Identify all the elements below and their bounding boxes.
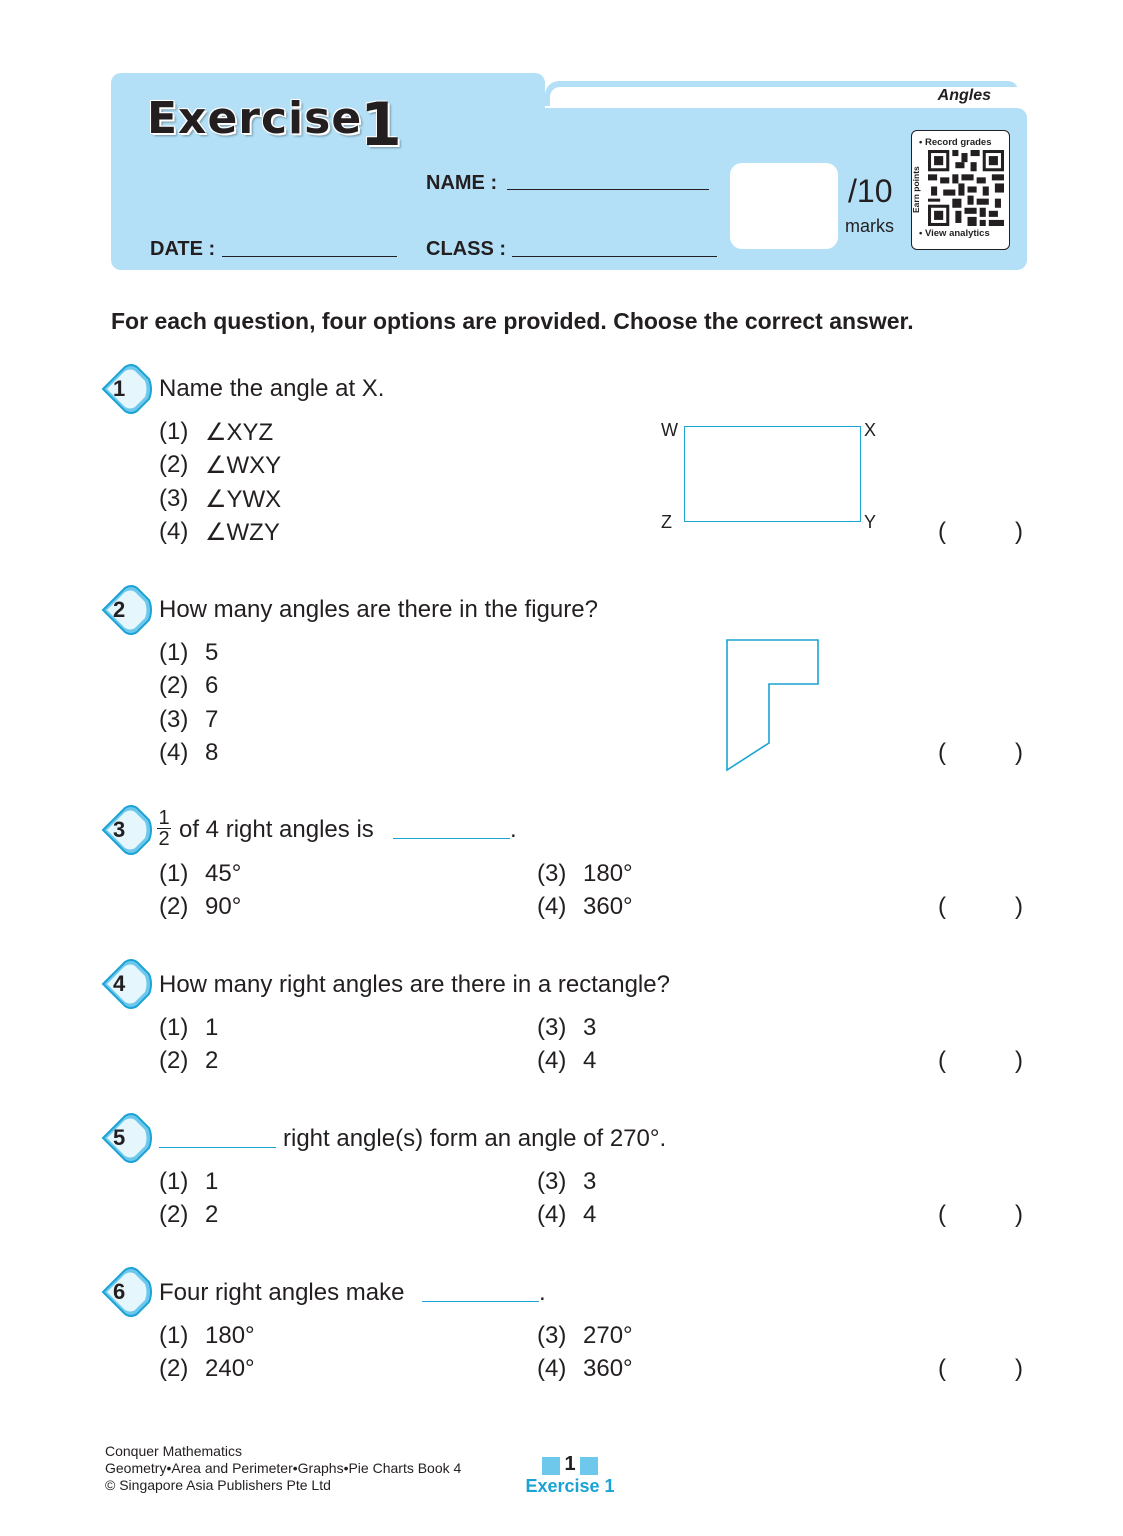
score-total: /10 xyxy=(848,173,893,209)
footer-copyright: © Singapore Asia Publishers Pte Ltd xyxy=(105,1477,331,1493)
option-label: (1) xyxy=(159,418,189,445)
qr-top-text: • Record grades xyxy=(919,137,992,148)
figure-label-x: X xyxy=(864,420,877,440)
answer-box-6[interactable] xyxy=(950,1355,1012,1383)
answer-open: ( xyxy=(938,1355,946,1382)
option-value[interactable]: 360° xyxy=(583,1355,633,1382)
answer-open: ( xyxy=(938,1047,946,1074)
figure-label-y: Y xyxy=(864,512,877,532)
page-number-text: 1 xyxy=(564,1453,576,1475)
answer-close: ) xyxy=(1015,1047,1023,1074)
footer-series: Conquer Mathematics xyxy=(105,1443,242,1459)
fraction-numerator: 1 xyxy=(158,807,170,829)
fill-in-blank[interactable] xyxy=(393,838,510,839)
question-number: 6 xyxy=(113,1279,126,1304)
topic-label: Angles xyxy=(937,87,991,104)
option-value[interactable]: ∠XYZ xyxy=(205,419,274,446)
option-value[interactable]: ∠WZY xyxy=(205,519,280,546)
page-square-right xyxy=(580,1457,598,1475)
answer-close: ) xyxy=(1015,1201,1023,1228)
question-text: of 4 right angles is xyxy=(179,816,374,843)
question-text: How many right angles are there in a rectangle? xyxy=(159,971,670,998)
option-label: (1) xyxy=(159,1014,189,1041)
instruction-text: For each question, four options are provided. Choose the correct answer. xyxy=(111,308,914,334)
question-text: Name the angle at X. xyxy=(159,375,385,402)
option-value[interactable]: 2 xyxy=(205,1047,219,1074)
question-number: 2 xyxy=(113,597,126,622)
answer-box-4[interactable] xyxy=(950,1047,1012,1075)
fill-in-blank[interactable] xyxy=(159,1147,276,1148)
question-text: Four right angles make xyxy=(159,1279,405,1306)
option-label: (4) xyxy=(537,1201,567,1228)
option-value[interactable]: 6 xyxy=(205,672,219,699)
qr-code-icon[interactable] xyxy=(926,150,1006,226)
answer-close: ) xyxy=(1015,1355,1023,1382)
option-label: (1) xyxy=(159,1168,189,1195)
answer-box-5[interactable] xyxy=(950,1201,1012,1229)
option-value[interactable]: 8 xyxy=(205,739,219,766)
option-value[interactable]: 360° xyxy=(583,893,633,920)
option-label: (2) xyxy=(159,672,189,699)
option-value[interactable]: 2 xyxy=(205,1201,219,1228)
marks-label: marks xyxy=(845,216,894,236)
page-exercise-label: Exercise 1 xyxy=(525,1476,615,1496)
option-value[interactable]: ∠WXY xyxy=(205,452,282,479)
option-value[interactable]: 1 xyxy=(205,1014,219,1041)
answer-open: ( xyxy=(938,1201,946,1228)
option-label: (4) xyxy=(537,1047,567,1074)
exercise-title xyxy=(147,93,362,144)
page-square-left xyxy=(542,1457,560,1475)
option-label: (3) xyxy=(159,706,189,733)
option-label: (4) xyxy=(159,518,189,545)
option-label: (3) xyxy=(537,1014,567,1041)
page-number xyxy=(527,1453,613,1476)
option-label: (2) xyxy=(159,1047,189,1074)
option-value[interactable]: ∠YWX xyxy=(205,486,282,513)
qr-bottom-text: • View analytics xyxy=(919,228,990,239)
question-number: 1 xyxy=(113,376,126,401)
option-value[interactable]: 4 xyxy=(583,1201,597,1228)
question-text: How many angles are there in the figure? xyxy=(159,596,598,623)
answer-close: ) xyxy=(1015,739,1023,766)
rectangle-figure xyxy=(684,426,861,522)
question-badge-1 xyxy=(97,361,155,417)
question-badge-4 xyxy=(97,956,155,1012)
fraction xyxy=(157,808,171,849)
option-value[interactable]: 45° xyxy=(205,860,242,887)
option-value[interactable]: 7 xyxy=(205,706,219,733)
option-label: (3) xyxy=(537,860,567,887)
question-badge-3 xyxy=(97,802,155,858)
option-value[interactable]: 270° xyxy=(583,1322,633,1349)
fill-in-blank[interactable] xyxy=(422,1301,539,1302)
option-label: (1) xyxy=(159,639,189,666)
option-label: (4) xyxy=(537,893,567,920)
option-value[interactable]: 240° xyxy=(205,1355,255,1382)
option-label: (2) xyxy=(159,893,189,920)
date-label: DATE : xyxy=(150,238,216,260)
option-value[interactable]: 5 xyxy=(205,639,219,666)
footer-credits xyxy=(105,1443,461,1494)
option-label: (1) xyxy=(159,860,189,887)
option-label: (2) xyxy=(159,451,189,478)
option-label: (2) xyxy=(159,1355,189,1382)
class-field[interactable] xyxy=(512,256,717,257)
answer-close: ) xyxy=(1015,893,1023,920)
option-label: (3) xyxy=(537,1168,567,1195)
fraction-denominator: 2 xyxy=(158,828,170,850)
answer-box-2[interactable] xyxy=(950,739,1012,767)
question-end: . xyxy=(510,816,517,843)
question-badge-6 xyxy=(97,1264,155,1320)
answer-close: ) xyxy=(1015,518,1023,545)
answer-box-1[interactable] xyxy=(950,518,1012,546)
figure-label-z: Z xyxy=(661,512,672,532)
option-value[interactable]: 1 xyxy=(205,1168,219,1195)
option-label: (3) xyxy=(537,1322,567,1349)
name-label: NAME : xyxy=(426,172,498,194)
answer-open: ( xyxy=(938,739,946,766)
score-box[interactable] xyxy=(730,163,838,249)
footer-book: Geometry•Area and Perimeter•Graphs•Pie Charts Book 4 xyxy=(105,1460,462,1476)
name-field[interactable] xyxy=(507,189,709,190)
option-value[interactable]: 180° xyxy=(205,1322,255,1349)
option-value[interactable]: 180° xyxy=(583,860,633,887)
option-label: (1) xyxy=(159,1322,189,1349)
option-label: (4) xyxy=(159,739,189,766)
question-number: 4 xyxy=(113,971,126,996)
qr-side-text: Earn points xyxy=(911,166,921,214)
question-badge-5 xyxy=(97,1110,155,1166)
question-badge-2 xyxy=(97,582,155,638)
option-value[interactable]: 4 xyxy=(583,1047,597,1074)
option-value[interactable]: 3 xyxy=(583,1168,597,1195)
question-end: . xyxy=(539,1279,546,1306)
question-number: 3 xyxy=(113,817,126,842)
option-value[interactable]: 90° xyxy=(205,893,242,920)
class-label: CLASS : xyxy=(426,238,506,260)
option-label: (4) xyxy=(537,1355,567,1382)
question-number: 5 xyxy=(113,1125,126,1150)
figure-label-w: W xyxy=(661,420,678,440)
answer-open: ( xyxy=(938,518,946,545)
answer-box-3[interactable] xyxy=(950,893,1012,921)
option-label: (3) xyxy=(159,485,189,512)
question-text: right angle(s) form an angle of 270°. xyxy=(283,1125,667,1152)
exercise-number: 1 xyxy=(360,90,402,160)
answer-open: ( xyxy=(938,893,946,920)
date-field[interactable] xyxy=(222,256,397,257)
exercise-word: Exercise xyxy=(147,93,363,144)
option-value[interactable]: 3 xyxy=(583,1014,597,1041)
polygon-figure xyxy=(722,636,822,776)
option-label: (2) xyxy=(159,1201,189,1228)
